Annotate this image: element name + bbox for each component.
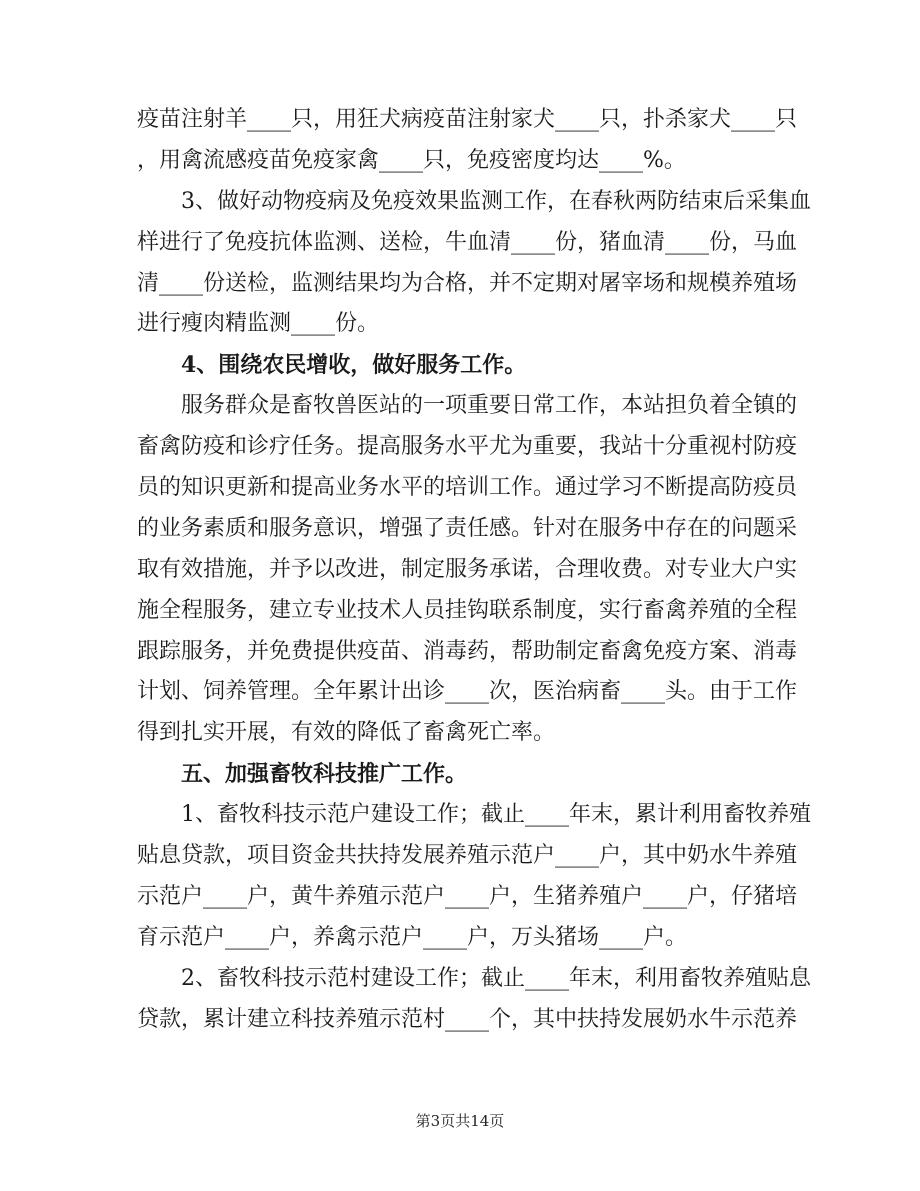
- paragraph-line: 畜禽防疫和诊疗任务。提高服务水平尤为重要，我站十分重视村防疫: [137, 434, 798, 460]
- paragraph-line: 取有效措施，并予以改进，制定服务承诺，合理收费。对专业大户实: [137, 556, 798, 582]
- paragraph-line: 疫苗注射羊____只，用狂犬病疫苗注射家犬____只，扑杀家犬____只: [137, 107, 798, 132]
- document-body: [137, 100, 811, 1040]
- page-footer: 第3页共14页: [415, 1112, 505, 1130]
- paragraph-line: 服务群众是畜牧兽医站的一项重要日常工作，本站担负着全镇的: [181, 393, 798, 419]
- paragraph-line: 清____份送检，监测结果均为合格，并不定期对屠宰场和规模养殖场: [137, 270, 798, 296]
- paragraph-line: 得到扎实开展，有效的降低了畜禽死亡率。: [137, 720, 556, 746]
- paragraph-line: 跟踪服务，并免费提供疫苗、消毒药，帮助制定畜禽免疫方案、消毒: [137, 638, 798, 664]
- paragraph-line: 的业务素质和服务意识，增强了责任感。针对在服务中存在的问题采: [137, 515, 798, 541]
- paragraph-line: 育示范户____户，养禽示范户____户，万头猪场____户。: [137, 924, 688, 950]
- paragraph-line: 示范户____户，黄牛养殖示范户____户，生猪养殖户____户，仔猪培: [137, 883, 798, 909]
- paragraph-line: 员的知识更新和提高业务水平的培训工作。通过学习不断提高防疫员: [137, 475, 798, 501]
- paragraph-line: 进行瘦肉精监测____份。: [137, 311, 380, 337]
- paragraph-line: 施全程服务，建立专业技术人员挂钩联系制度，实行畜禽养殖的全程: [137, 597, 798, 623]
- paragraph-line: 样进行了免疫抗体监测、送检，牛血清____份，猪血清____份，马血: [137, 229, 798, 255]
- paragraph-line: 贷款，累计建立科技养殖示范村____个，其中扶持发展奶水牛示范养: [137, 1006, 798, 1032]
- paragraph-line: ，用禽流感疫苗免疫家禽____只，免疫密度均达____%。: [137, 147, 686, 173]
- paragraph-line: 3、做好动物疫病及免疫效果监测工作，在春秋两防结束后采集血: [181, 188, 811, 214]
- section-heading: 4、围绕农民增收，做好服务工作。: [181, 352, 527, 379]
- paragraph-line: 2、畜牧科技示范村建设工作；截止____年末，利用畜牧养殖贴息: [181, 965, 811, 991]
- section-heading: 五、加强畜牧科技推广工作。: [181, 761, 468, 788]
- paragraph-line: 计划、饲养管理。全年累计出诊____次，医治病畜____头。由于工作: [137, 679, 798, 705]
- paragraph-line: 1、畜牧科技示范户建设工作；截止____年末，累计利用畜牧养殖: [181, 802, 811, 828]
- paragraph-line: 贴息贷款，项目资金共扶持发展养殖示范户____户，其中奶水牛养殖: [137, 843, 798, 869]
